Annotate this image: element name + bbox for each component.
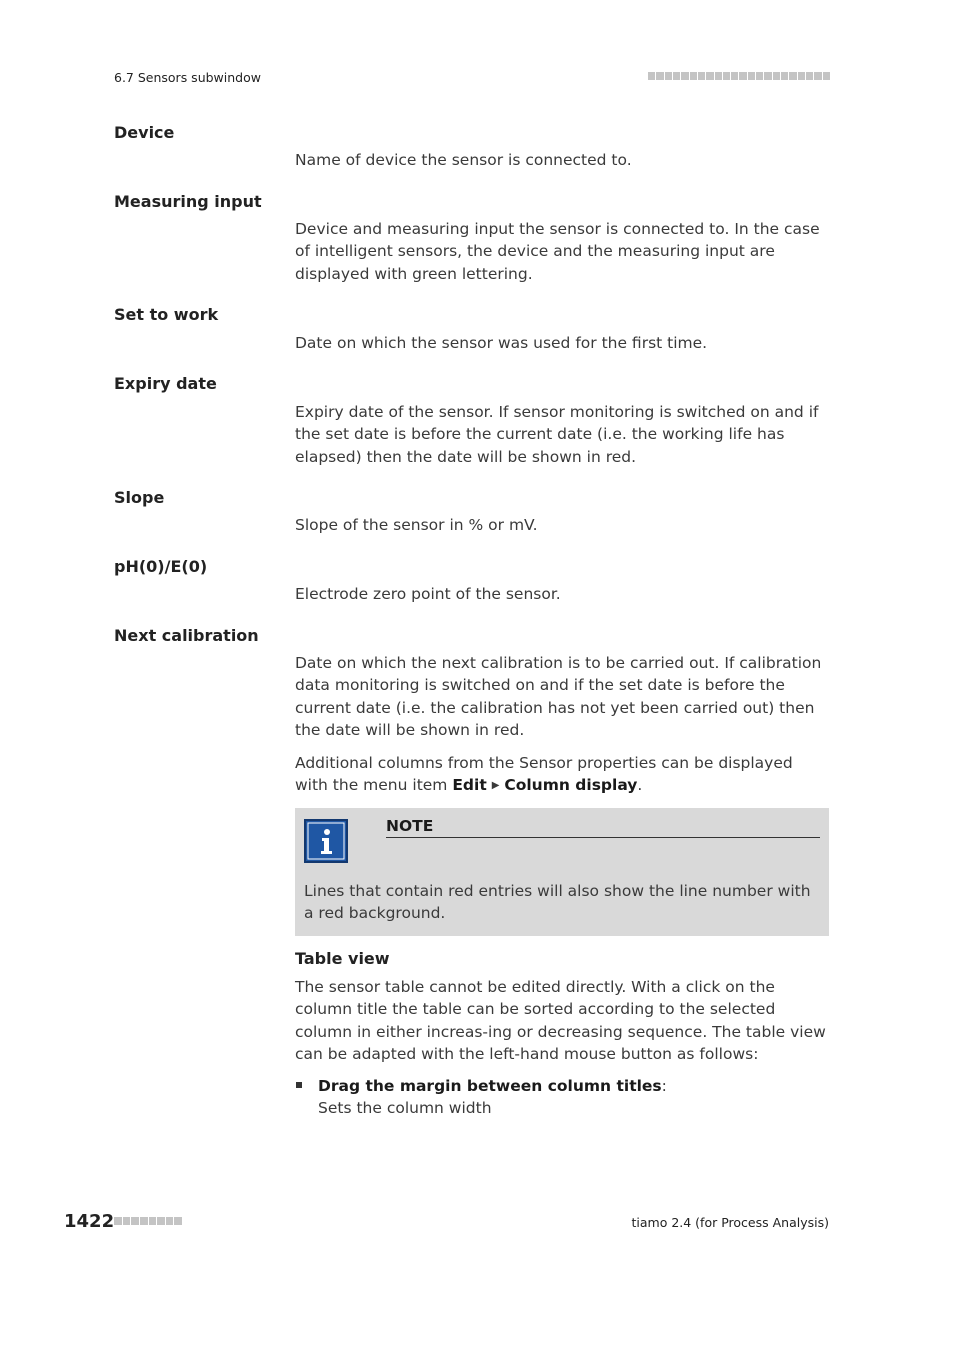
- note-box: [295, 808, 829, 936]
- note-text: Lines that contain red entries will also show the line number with a red background.: [304, 882, 811, 923]
- footer-decoration: [114, 1217, 182, 1225]
- bullet-marker: [296, 1082, 302, 1088]
- description-slope: Slope of the sensor in % or mV.: [295, 516, 538, 534]
- bullet-item-drag-margin: Drag the margin between column titles: Sets the column width: [318, 1077, 667, 1118]
- info-icon: [304, 819, 348, 863]
- term-set-to-work: Set to work: [114, 305, 219, 324]
- description-device: Name of device the sensor is connected to.: [295, 151, 632, 169]
- note-title: NOTE: [386, 817, 820, 838]
- term-ph0-e0: pH(0)/E(0): [114, 557, 208, 576]
- description-next-calibration: Date on which the next calibration is to be carried out. If calibration data monitoring is switched on and if the set date is before the current date (i.e. the calibration has not yet been carried out) then the date will be shown in red.: [295, 654, 822, 739]
- term-next-calibration: Next calibration: [114, 626, 259, 645]
- description-ph0-e0: Electrode zero point of the sensor.: [295, 585, 561, 603]
- table-view-paragraph: The sensor table cannot be edited directly. With a click on the column title the table can be sorted according to the selected column in either increas-ing or decreasing sequence. The table view can be adapted with the left-hand mouse button as follows:: [295, 978, 826, 1063]
- term-expiry-date: Expiry date: [114, 374, 217, 393]
- header-decoration: [648, 72, 830, 80]
- bullet-detail-text: Sets the column width: [318, 1099, 492, 1118]
- additional-columns-paragraph: Additional columns from the Sensor properties can be displayed with the menu item Edit ▶ Column display.: [295, 754, 793, 795]
- menu-item-column-display: Column display: [504, 776, 638, 795]
- term-device: Device: [114, 123, 175, 142]
- table-view-heading: Table view: [295, 949, 390, 968]
- description-measuring-input: Device and measuring input the sensor is connected to. In the case of intelligent sensors, the device and the measuring input are displayed with green lettering.: [295, 220, 820, 283]
- term-measuring-input: Measuring input: [114, 192, 262, 211]
- bullet-bold-text: Drag the margin between column titles: [318, 1077, 662, 1095]
- header-section-title: 6.7 Sensors subwindow: [114, 70, 261, 85]
- term-slope: Slope: [114, 488, 165, 507]
- description-expiry-date: Expiry date of the sensor. If sensor monitoring is switched on and if the set date is before the current date (i.e. the working life has elapsed) then the date will be shown in red.: [295, 403, 819, 466]
- footer-product-name: tiamo 2.4 (for Process Analysis): [631, 1215, 829, 1230]
- menu-item-edit: Edit: [452, 776, 487, 795]
- description-set-to-work: Date on which the sensor was used for the first time.: [295, 334, 708, 352]
- menu-arrow-icon: ▶: [491, 780, 500, 792]
- page-number: 1422: [64, 1211, 115, 1232]
